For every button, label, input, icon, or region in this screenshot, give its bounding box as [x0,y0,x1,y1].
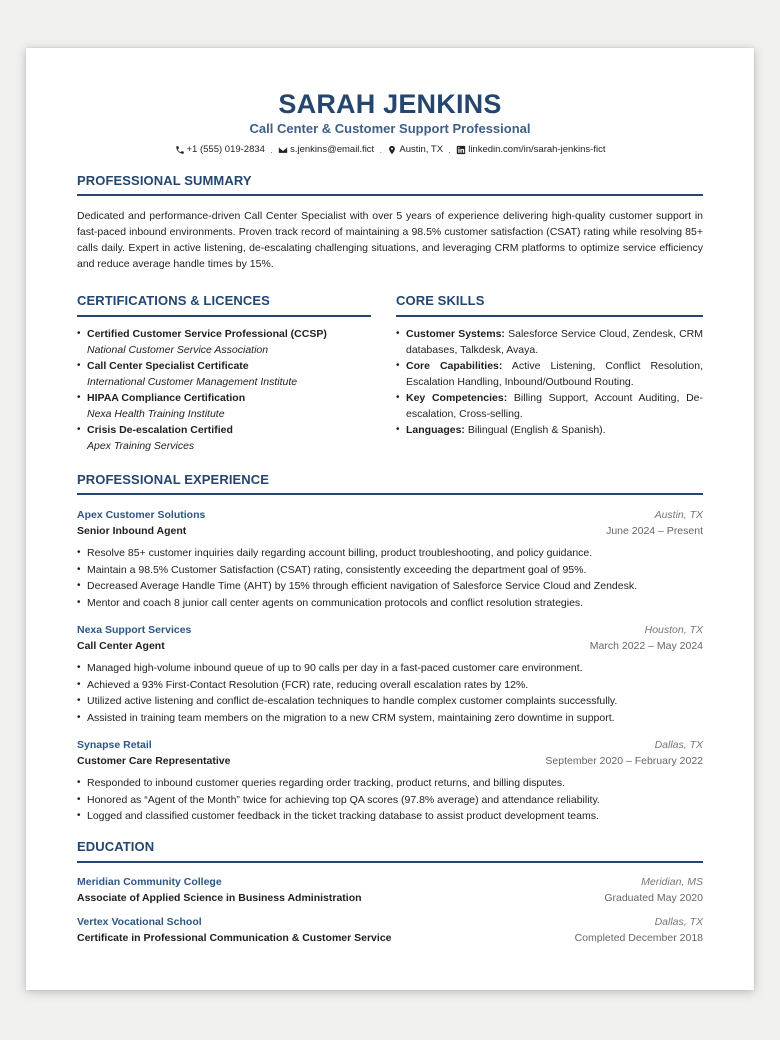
resume-page [26,48,754,990]
school-name: Meridian Community College [77,876,222,888]
experience-divider [77,493,703,495]
candidate-name: SARAH JENKINS [278,89,502,119]
phone-text: +1 (555) 019-2834 [186,144,265,155]
location-text: Austin, TX [399,144,444,155]
summary-text: Dedicated and performance-driven Call Center Specialist with over 5 years of experience delivering high-quality customer support in fast-paced inbound environments. Proven track record of maintaining a 98.5% customer satisfaction (CSAT) rating while resolving 85+ calls daily. Expert in active listening, de-escalating challenging situations, and leveraging CRM platforms to optimize service efficiency and reduce average handle times by 15%. [77,210,703,270]
skills-divider [396,315,703,317]
list-item: • Responded to inbound customer queries regarding order tracking, product returns, and billing disputes. [77,775,703,792]
job-entry [77,507,703,612]
job-dates: March 2022 – May 2024 [589,640,703,652]
email-text[interactable]: s.jenkins@email.fict [290,144,375,155]
contact-line [77,144,703,158]
list-item [396,326,703,358]
school-name: Vertex Vocational School [77,916,202,928]
contact-separator: · [379,146,383,158]
skills-list [396,326,703,438]
skill-text: Bilingual (English & Spanish). [464,424,606,436]
cert-name: • HIPAA Compliance Certification [87,392,246,404]
list-item: • Utilized active listening and conflict de-escalation techniques to handle complex customer complaints successfully. [77,693,703,710]
job-entry [77,737,703,825]
graduation-date: Completed December 2018 [574,931,703,944]
contact-email[interactable] [278,144,374,155]
skill-label: Core Capabilities: [406,360,503,372]
list-item: • Logged and classified customer feedback in the ticket tracking database to assist product development teams. [77,808,703,825]
degree-name: Certificate in Professional Communication & Customer Service [77,931,392,944]
skill-text: Active Listening, Conflict Resolution, Escalation Handling, Inbound/Outbound Routing. [406,360,703,388]
summary-heading: PROFESSIONAL SUMMARY [77,173,252,188]
skills-heading: CORE SKILLS [396,293,485,308]
contact-linkedin[interactable] [456,144,605,155]
skill-label: Languages: [406,424,465,436]
skill-label: Customer Systems: [406,328,505,340]
contact-phone [175,144,265,155]
skill-text: Salesforce Service Cloud, Zendesk, CRM databases, Talkdesk, Avaya. [406,328,703,356]
phone-icon [175,145,185,155]
candidate-headline: Call Center & Customer Support Professional [249,121,531,136]
education-entry [77,875,703,906]
experience-heading: PROFESSIONAL EXPERIENCE [77,472,270,487]
list-item [396,390,703,422]
contact-separator: · [269,146,274,158]
envelope-icon [278,145,288,155]
list-item [77,326,371,358]
education-divider [77,861,703,863]
skill-label: Key Competencies: [406,392,508,404]
list-item: • Honored as “Agent of the Month” twice for achieving top QA scores (97.8% average) and attendance reliability. [77,792,703,809]
job-entry [77,622,703,727]
cert-name: • Crisis De-escalation Certified [87,424,233,436]
skill-text: Billing Support, Account Auditing, De-escalation, Cross-selling. [406,392,703,420]
list-item [396,422,703,438]
contact-location [387,144,443,155]
list-item: • Decreased Average Handle Time (AHT) by 15% through efficient navigation of Salesforce Service Cloud and Zendesk. [77,578,703,595]
job-company: Nexa Support Services [77,624,192,636]
job-location: Houston, TX [644,624,703,636]
certifications-divider [77,315,371,317]
map-pin-icon [387,145,397,155]
job-title: Customer Care Representative [77,755,231,767]
list-item: • Achieved a 93% First-Contact Resolution (FCR) rate, reducing overall escalation rates by 12%. [77,677,703,694]
job-location: Austin, TX [654,509,703,521]
certifications-heading: CERTIFICATIONS & LICENCES [77,293,270,308]
list-item: • Resolve 85+ customer inquiries daily regarding account billing, product troubleshooting, and policy guidance. [77,545,703,562]
education-entry [77,915,703,946]
job-title: Call Center Agent [77,640,165,652]
list-item [77,358,371,390]
job-bullets [77,660,703,727]
school-location: Dallas, TX [654,916,703,928]
certifications-list [77,326,371,454]
job-dates: June 2024 – Present [606,525,703,537]
list-item [77,422,371,454]
cert-issuer: International Customer Management Institute [87,376,298,388]
list-item: • Maintain a 98.5% Customer Satisfaction (CSAT) rating, consistently exceeding the department goal of 95%. [77,562,703,579]
job-company: Synapse Retail [77,739,152,751]
linkedin-icon [456,145,466,155]
education-heading: EDUCATION [77,839,155,854]
job-bullets [77,545,703,612]
job-company: Apex Customer Solutions [77,509,206,521]
summary-divider [77,194,703,196]
list-item: • Managed high-volume inbound queue of up to 90 calls per day in a fast-paced customer care environment. [77,660,703,677]
list-item: • Mentor and coach 8 junior call center agents on communication protocols and conflict resolution strategies. [77,595,703,612]
linkedin-text[interactable]: linkedin.com/in/sarah-jenkins-fict [468,144,606,155]
job-dates: September 2020 – February 2022 [545,755,703,767]
cert-name: • Call Center Specialist Certificate [87,360,249,372]
graduation-date: Graduated May 2020 [604,891,703,904]
cert-issuer: Apex Training Services [87,440,195,452]
school-location: Meridian, MS [641,876,703,888]
list-item: • Assisted in training team members on the migration to a new CRM system, maintaining zero downtime in support. [77,710,703,727]
list-item [396,358,703,390]
cert-issuer: Nexa Health Training Institute [87,408,225,420]
list-item [77,390,371,422]
contact-separator: · [448,146,452,158]
job-bullets [77,775,703,825]
cert-issuer: National Customer Service Association [87,344,269,356]
cert-name: • Certified Customer Service Professional (CCSP) [87,328,327,340]
degree-name: Associate of Applied Science in Business Administration [77,891,362,904]
job-location: Dallas, TX [654,739,703,751]
job-title: Senior Inbound Agent [77,525,187,537]
